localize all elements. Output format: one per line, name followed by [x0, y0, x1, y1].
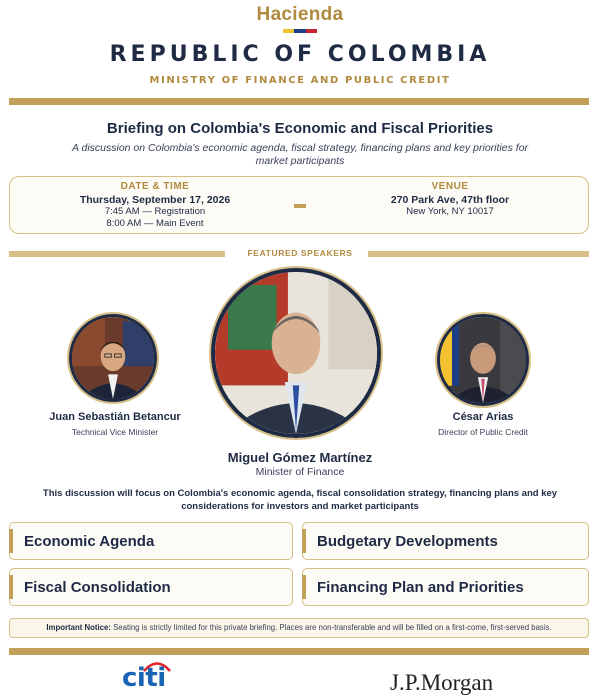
- speaker-role-center: Minister of Finance: [255, 466, 345, 478]
- event-details-box: [9, 176, 589, 234]
- topic-economic-agenda: [9, 522, 293, 560]
- speaker-photo-left: [72, 317, 154, 399]
- speaker-photo-center: [215, 272, 377, 434]
- discussion-description: This discussion will focus on Colombia's economic agenda, fiscal consolidation strategy, financing plans and key considerations for investors and market participants: [42, 488, 558, 512]
- venue-block: [345, 181, 555, 218]
- speaker-name-right: César Arias: [452, 411, 514, 423]
- venue-address-line2: New York, NY 10017: [406, 206, 494, 217]
- hacienda-logo: [0, 4, 600, 33]
- topic-budgetary-developments: [302, 522, 589, 560]
- topic-financing-plan: [302, 568, 589, 606]
- speaker-portrait-right: [437, 314, 529, 406]
- details-separator: [294, 204, 306, 208]
- country-heading: REPUBLIC OF COLOMBIA: [109, 42, 491, 67]
- bottom-divider: [9, 648, 589, 655]
- speakers-divider-right: [368, 251, 589, 257]
- topic-label: Economic Agenda: [24, 533, 155, 550]
- main-event-time: 8:00 AM — Main Event: [106, 218, 204, 229]
- speaker-name-center: Miguel Gómez Martínez: [227, 450, 373, 465]
- citi-logo: citi: [122, 663, 166, 693]
- important-notice: [9, 618, 589, 638]
- topic-label: Financing Plan and Priorities: [317, 579, 524, 596]
- topic-label: Fiscal Consolidation: [24, 579, 171, 596]
- notice-text: Seating is strictly limited for this private briefing. Places are non-transferable and will be filled on a first-come, first-served basis.: [113, 623, 552, 632]
- speaker-name-left: Juan Sebastián Betancur: [49, 411, 181, 423]
- speaker-portrait-left: [69, 314, 157, 402]
- speaker-role-right: Director of Public Credit: [438, 427, 528, 437]
- event-date: Thursday, September 17, 2026: [79, 194, 231, 206]
- topic-label: Budgetary Developments: [317, 533, 498, 550]
- registration-time: 7:45 AM — Registration: [104, 206, 206, 217]
- notice-label: Important Notice:: [46, 623, 111, 632]
- logo-text: Hacienda: [256, 4, 344, 25]
- ministry-subheading: MINISTRY OF FINANCE AND PUBLIC CREDIT: [149, 75, 451, 86]
- venue-label: VENUE: [431, 181, 469, 192]
- top-divider: [9, 98, 589, 105]
- event-title: Briefing on Colombia's Economic and Fiscal Priorities: [106, 120, 494, 137]
- featured-speakers-label: FEATURED SPEAKERS: [247, 248, 353, 258]
- speaker-portrait-center: [211, 268, 381, 438]
- venue-address-line1: 270 Park Ave, 47th floor: [390, 194, 510, 206]
- speaker-role-left: Technical Vice Minister: [71, 427, 159, 437]
- date-time-block: [50, 181, 260, 230]
- speaker-photo-right: [440, 317, 526, 403]
- colombia-flag-icon: [283, 29, 317, 33]
- topic-fiscal-consolidation: [9, 568, 293, 606]
- jpmorgan-logo: J.P.Morgan: [390, 670, 494, 695]
- event-subtitle: A discussion on Colombia's economic agenda, fiscal strategy, financing plans and key priorities for market participants: [71, 142, 529, 167]
- date-time-label: DATE & TIME: [120, 181, 190, 192]
